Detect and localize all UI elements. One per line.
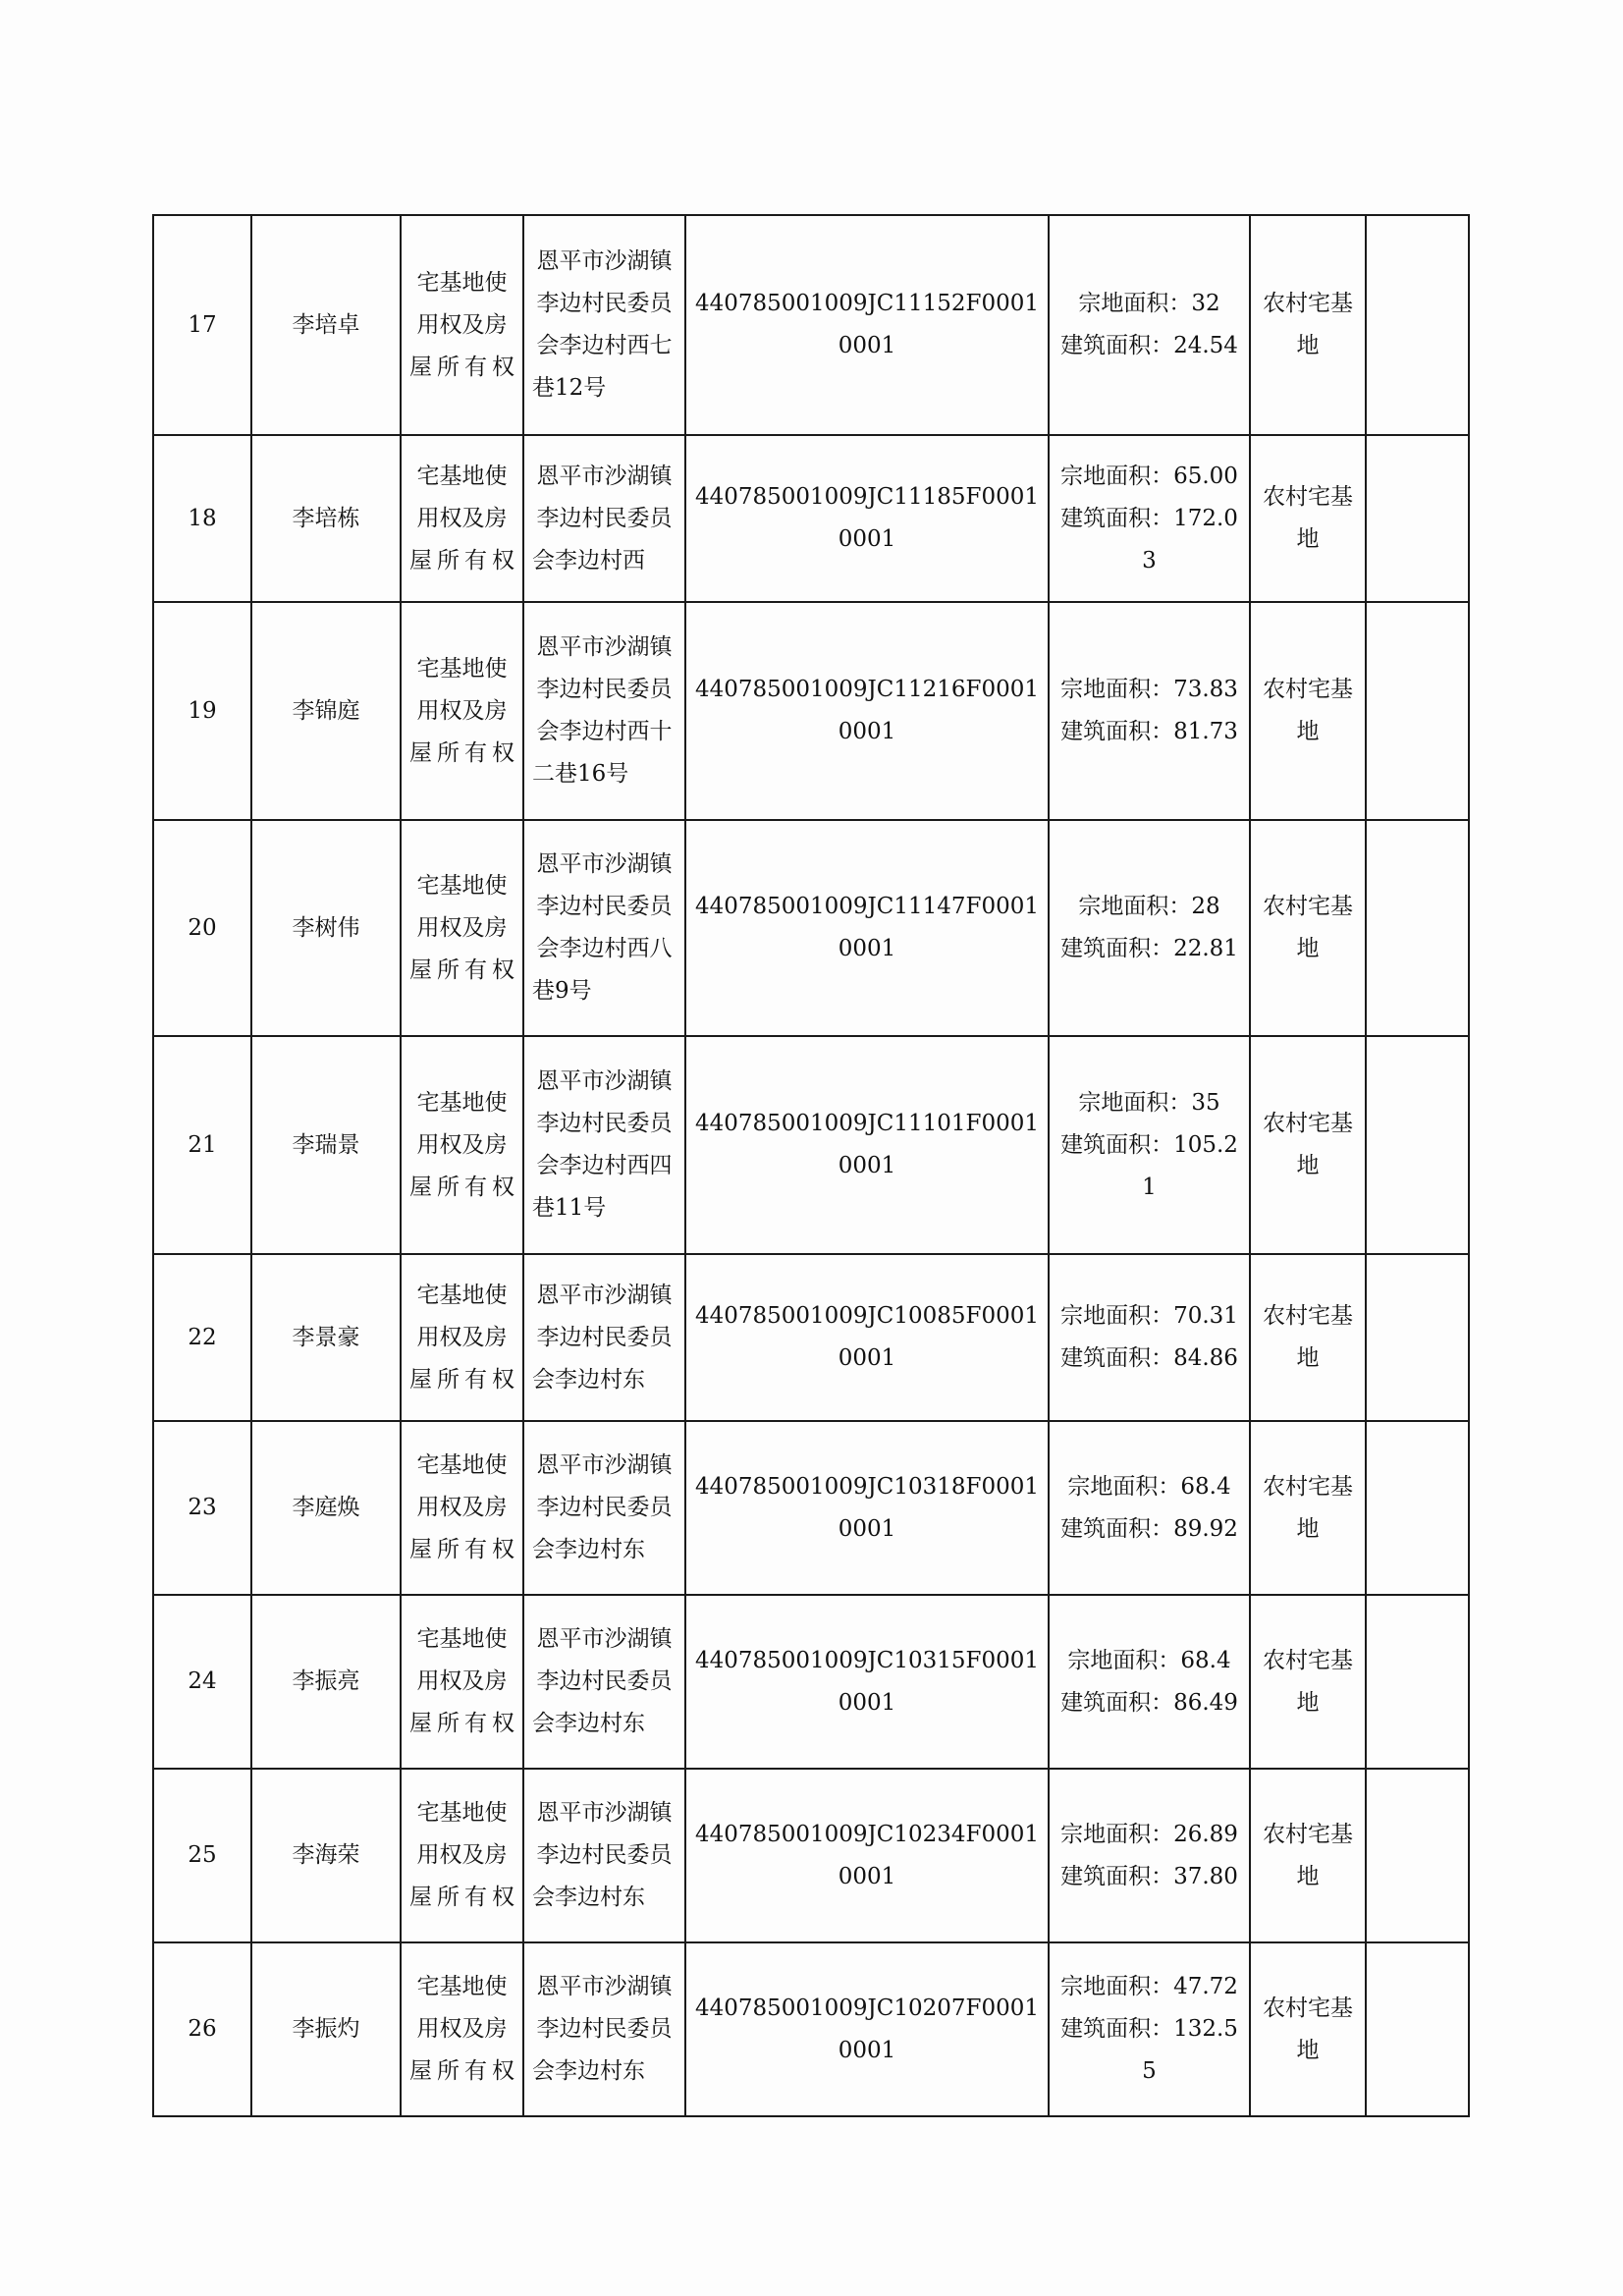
owner-name: 李振亮 [251, 1595, 401, 1769]
land-area: 宗地面积：68.4 [1067, 1473, 1231, 1500]
right-type: 宅基地使用权及房屋所有权 [401, 1769, 523, 1942]
unit-code: 440785001009JC11101F00010001 [685, 1036, 1049, 1254]
owner-name: 李海荣 [251, 1769, 401, 1942]
land-area: 宗地面积：47.72 [1060, 1974, 1238, 1999]
land-area: 宗地面积：28 [1078, 894, 1220, 919]
land-use: 农村宅基地 [1250, 1036, 1366, 1254]
row-number: 20 [153, 820, 251, 1036]
owner-name: 李树伟 [251, 820, 401, 1036]
property-address: 恩平市沙湖镇李边村民委员会李边村西八巷9号 [523, 820, 685, 1036]
table-body [153, 215, 1469, 2116]
area-cell [1049, 1595, 1250, 1769]
right-type: 宅基地使用权及房屋所有权 [401, 1036, 523, 1254]
area-cell [1049, 435, 1250, 602]
row-number: 23 [153, 1421, 251, 1595]
unit-code: 440785001009JC10315F00010001 [685, 1595, 1049, 1769]
row-number: 21 [153, 1036, 251, 1254]
right-type: 宅基地使用权及房屋所有权 [401, 435, 523, 602]
table-row [153, 1769, 1469, 1942]
building-area: 建筑面积：132.55 [1060, 2016, 1238, 2084]
unit-code: 440785001009JC11147F00010001 [685, 820, 1049, 1036]
table-row [153, 1254, 1469, 1421]
land-use: 农村宅基地 [1250, 1942, 1366, 2116]
property-rights-table [152, 214, 1470, 2117]
property-address: 恩平市沙湖镇李边村民委员会李边村东 [523, 1595, 685, 1769]
building-area: 建筑面积：172.03 [1060, 505, 1238, 574]
owner-name: 李培栋 [251, 435, 401, 602]
property-address: 恩平市沙湖镇李边村民委员会李边村东 [523, 1421, 685, 1595]
row-number: 17 [153, 215, 251, 435]
remark [1366, 1769, 1469, 1942]
area-cell [1049, 215, 1250, 435]
area-cell [1049, 1769, 1250, 1942]
building-area: 建筑面积：105.21 [1060, 1131, 1238, 1200]
right-type: 宅基地使用权及房屋所有权 [401, 602, 523, 820]
land-use: 农村宅基地 [1250, 602, 1366, 820]
right-type: 宅基地使用权及房屋所有权 [401, 820, 523, 1036]
building-area: 建筑面积：22.81 [1060, 936, 1238, 961]
land-use: 农村宅基地 [1250, 215, 1366, 435]
right-type: 宅基地使用权及房屋所有权 [401, 1942, 523, 2116]
right-type: 宅基地使用权及房屋所有权 [401, 1421, 523, 1595]
land-use: 农村宅基地 [1250, 435, 1366, 602]
area-cell [1049, 602, 1250, 820]
owner-name: 李瑞景 [251, 1036, 401, 1254]
area-cell [1049, 1421, 1250, 1595]
land-area: 宗地面积：26.89 [1060, 1821, 1238, 1847]
land-area: 宗地面积：65.00 [1060, 463, 1238, 489]
remark [1366, 1421, 1469, 1595]
table-row [153, 1595, 1469, 1769]
owner-name: 李锦庭 [251, 602, 401, 820]
land-area: 宗地面积：32 [1078, 291, 1220, 316]
property-address: 恩平市沙湖镇李边村民委员会李边村西十二巷16号 [523, 602, 685, 820]
land-use: 农村宅基地 [1250, 1421, 1366, 1595]
land-use: 农村宅基地 [1250, 1254, 1366, 1421]
table-row [153, 820, 1469, 1036]
land-area: 宗地面积：35 [1078, 1089, 1220, 1116]
table-row [153, 1036, 1469, 1254]
area-cell [1049, 1254, 1250, 1421]
table-row [153, 1942, 1469, 2116]
unit-code: 440785001009JC10234F00010001 [685, 1769, 1049, 1942]
building-area: 建筑面积：86.49 [1060, 1689, 1238, 1716]
table-row [153, 435, 1469, 602]
property-address: 恩平市沙湖镇李边村民委员会李边村西七巷12号 [523, 215, 685, 435]
property-address: 恩平市沙湖镇李边村民委员会李边村东 [523, 1769, 685, 1942]
property-address: 恩平市沙湖镇李边村民委员会李边村东 [523, 1254, 685, 1421]
building-area: 建筑面积：81.73 [1060, 719, 1238, 744]
land-area: 宗地面积：68.4 [1067, 1647, 1231, 1673]
remark [1366, 602, 1469, 820]
table-row [153, 215, 1469, 435]
remark [1366, 1254, 1469, 1421]
right-type: 宅基地使用权及房屋所有权 [401, 1254, 523, 1421]
remark [1366, 1942, 1469, 2116]
owner-name: 李庭焕 [251, 1421, 401, 1595]
area-cell [1049, 1942, 1250, 2116]
building-area: 建筑面积：37.80 [1060, 1863, 1238, 1889]
row-number: 18 [153, 435, 251, 602]
remark [1366, 820, 1469, 1036]
right-type: 宅基地使用权及房屋所有权 [401, 1595, 523, 1769]
row-number: 22 [153, 1254, 251, 1421]
property-address: 恩平市沙湖镇李边村民委员会李边村西四巷11号 [523, 1036, 685, 1254]
table-row [153, 602, 1469, 820]
property-address: 恩平市沙湖镇李边村民委员会李边村东 [523, 1942, 685, 2116]
remark [1366, 435, 1469, 602]
owner-name: 李培卓 [251, 215, 401, 435]
owner-name: 李景豪 [251, 1254, 401, 1421]
building-area: 建筑面积：24.54 [1060, 333, 1238, 358]
row-number: 24 [153, 1595, 251, 1769]
row-number: 25 [153, 1769, 251, 1942]
land-area: 宗地面积：70.31 [1060, 1303, 1238, 1329]
unit-code: 440785001009JC10207F00010001 [685, 1942, 1049, 2116]
row-number: 26 [153, 1942, 251, 2116]
row-number: 19 [153, 602, 251, 820]
land-area: 宗地面积：73.83 [1060, 677, 1238, 702]
area-cell [1049, 1036, 1250, 1254]
land-use: 农村宅基地 [1250, 1595, 1366, 1769]
land-use: 农村宅基地 [1250, 1769, 1366, 1942]
unit-code: 440785001009JC10318F00010001 [685, 1421, 1049, 1595]
remark [1366, 1595, 1469, 1769]
right-type: 宅基地使用权及房屋所有权 [401, 215, 523, 435]
area-cell [1049, 820, 1250, 1036]
land-use: 农村宅基地 [1250, 820, 1366, 1036]
table-row [153, 1421, 1469, 1595]
remark [1366, 1036, 1469, 1254]
unit-code: 440785001009JC11185F00010001 [685, 435, 1049, 602]
building-area: 建筑面积：84.86 [1060, 1345, 1238, 1371]
building-area: 建筑面积：89.92 [1060, 1515, 1238, 1542]
unit-code: 440785001009JC11216F00010001 [685, 602, 1049, 820]
remark [1366, 215, 1469, 435]
owner-name: 李振灼 [251, 1942, 401, 2116]
unit-code: 440785001009JC10085F00010001 [685, 1254, 1049, 1421]
unit-code: 440785001009JC11152F00010001 [685, 215, 1049, 435]
property-address: 恩平市沙湖镇李边村民委员会李边村西 [523, 435, 685, 602]
